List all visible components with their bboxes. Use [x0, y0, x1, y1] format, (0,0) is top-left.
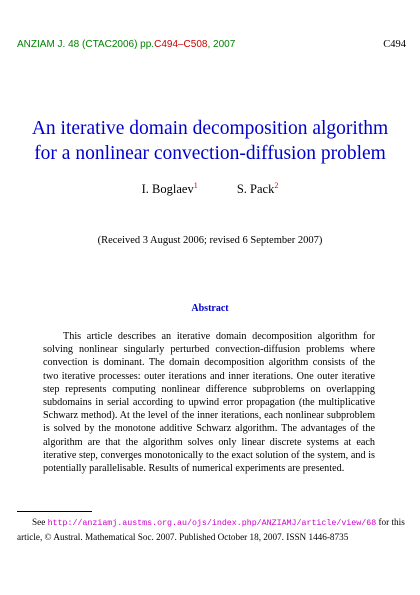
- footnote-text: for this article, © Austral. Mathematical Soc. 2007. Published October 18, 2007. ISSN 1446-8735: [17, 517, 405, 542]
- author-1: I. Boglaev$^1$: [141, 181, 198, 197]
- paper-title: [20, 116, 400, 166]
- journal-citation[interactable]: ANZIAM J. 48 (CTAC2006) pp.C494–C508, 2007: [17, 39, 236, 50]
- footnote-rule: [17, 511, 92, 512]
- page-number: C494: [383, 39, 406, 50]
- abstract-heading: Abstract: [191, 303, 229, 314]
- title-line-2: for a nonlinear convection-diffusion problem: [34, 143, 386, 164]
- article-url-link[interactable]: http://anziamj.austms.org.au/ojs/index.php/ANZIAMJ/article/view/68: [47, 519, 377, 528]
- author-2-footnote-mark[interactable]: 2: [274, 181, 279, 190]
- title-line-1: An iterative domain decomposition algorithm: [31, 118, 389, 139]
- author-2: S. Pack$^2$: [236, 181, 279, 197]
- page-range-link[interactable]: C494–C508: [154, 39, 208, 50]
- author-1-footnote-mark[interactable]: 1: [193, 181, 198, 190]
- running-header: [17, 38, 406, 52]
- abstract-text: This article describes an iterative domain decomposition algorithm for solving nonlinear singularly perturbed convection-diffusion problems where convection is dominant. The domain decomposition algorithm consists of the two iterative processes: outer iterations and inner iterations. One outer iterative step represents computing nonlinear difference subproblems on overlapping subdomains in serial according to upwind error propagation (the multiplicative Schwarz method). At the level of the inner iterations, each nonlinear subproblem is solved by the monotone additive Schwarz algorithm. The advantages of the algorithm are that the algorithm solves only linear discrete systems at each iterative step, converges monotonically to the exact solution of the system, and is potentially parallelisable. Results of numerical experiments are presented.: [43, 331, 375, 475]
- received-dates: (Received 3 August 2006; revised 6 September 2007): [97, 235, 323, 246]
- footnote: [17, 516, 405, 543]
- footnote-see: See: [32, 517, 46, 527]
- author-list: [0, 181, 420, 197]
